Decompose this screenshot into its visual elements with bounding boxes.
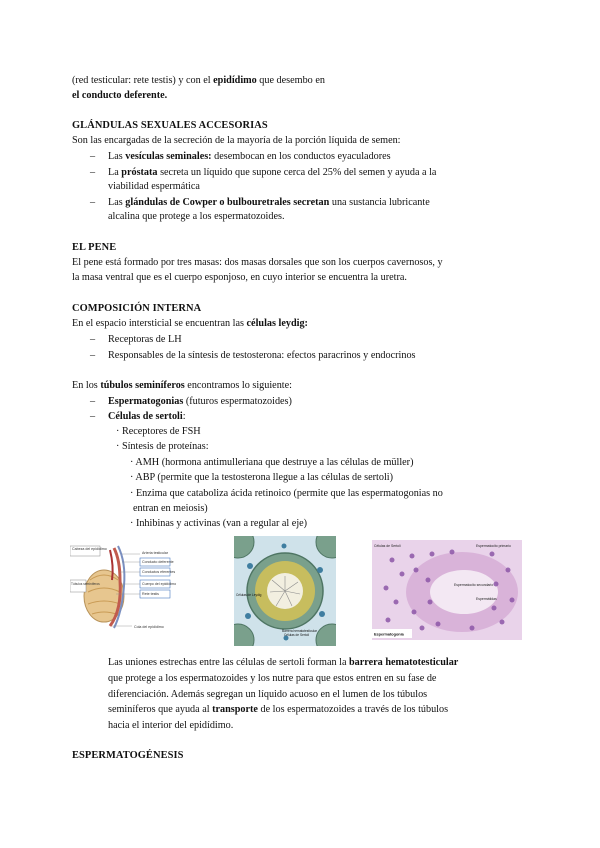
sertoli-subsub-3: · Enzima que cataboliza ácida retinoico (permite que las espermatogonias no xyxy=(130,488,443,499)
testis-anatomy-figure xyxy=(70,540,196,632)
barrera-line-3: diferenciación. Además segregan un líquido acuoso en el lumen de los túbulos xyxy=(108,689,428,700)
glandulas-item-3: Las glándulas de Cowper o bulbouretrales secretan una sustancia lubricante xyxy=(108,197,430,208)
bullet-dash: – xyxy=(90,396,96,407)
glandulas-item-2-cont: viabilidad espermática xyxy=(108,181,200,192)
histology-micrograph xyxy=(372,540,522,640)
pene-line-1: El pene está formado por tres masas: dos masas dorsales que son los cuerpos cavernosos, y xyxy=(72,257,443,268)
fig2-label-sertoli: Células de Sertoli xyxy=(284,633,309,637)
sertoli-subsub-3-cont: entran en meiosis) xyxy=(133,503,208,514)
heading-composicion: COMPOSICIÓN INTERNA xyxy=(72,303,202,314)
barrera-line-2: que protege a los espermatozoides y los nutre para que estos entren en su fase de xyxy=(108,673,437,684)
sertoli-sub-2: · Síntesis de proteínas: xyxy=(116,441,209,452)
fig1-label-arteria: Arteria testicular xyxy=(142,551,168,555)
bullet-dash: – xyxy=(90,167,96,178)
fig2-label-leydig: Células de Leydig xyxy=(236,593,262,597)
heading-pene: EL PENE xyxy=(72,242,117,253)
testis-anatomy-illustration xyxy=(70,540,196,632)
fig1-label-deferente: Conducto deferente xyxy=(142,560,174,564)
intro-line-1: (red testicular: rete testis) y con el epidídimo que desembo en xyxy=(72,75,325,86)
heading-glandulas: GLÁNDULAS SEXUALES ACCESORIAS xyxy=(72,120,268,131)
fig3-label-sertoli: Células de Sertoli xyxy=(374,544,401,548)
leydig-item-2: Responsables de la síntesis de testosterona: efectos paracrinos y endocrinos xyxy=(108,350,416,361)
espermatogonias-item: Espermatogonias (futuros espermatozoides) xyxy=(108,396,292,407)
bullet-dash: – xyxy=(90,350,96,361)
fig3-label-espermatogonia: Espermatogonia xyxy=(374,632,404,637)
barrera-line-5: hacia el interior del epidídimo. xyxy=(108,720,234,731)
composicion-intro: En el espacio intersticial se encuentran las células leydig: xyxy=(72,318,308,329)
fig1-label-eferentes: Conductos eferentes xyxy=(142,570,176,574)
fig1-label-cola: Cola del epidídimo xyxy=(134,625,164,629)
sertoli-item: Células de sertoli: xyxy=(108,411,186,422)
glandulas-item-2: La próstata secreta un líquido que supone cerca del 25% del semen y ayuda a la xyxy=(108,167,437,178)
glandulas-intro: Son las encargadas de la secreción de la mayoría de la porción líquida de semen: xyxy=(72,135,401,146)
sertoli-subsub-1: · AMH (hormona antimulleriana que destruye a las células de müller) xyxy=(130,457,414,468)
fig3-label-primario: Espermatocito primario xyxy=(476,544,511,548)
bullet-dash: – xyxy=(90,197,96,208)
fig3-label-secundario: Espermatocito secundario xyxy=(454,583,494,587)
barrera-line-1: Las uniones estrechas entre las células de sertoli forman la barrera hematotesticular xyxy=(108,657,459,668)
histology-illustration xyxy=(372,540,522,640)
fig1-label-tubulos: Túbulos seminíferos xyxy=(71,582,100,586)
fig2-label-barrera: Barrera hematotesticular xyxy=(282,629,317,633)
pene-line-2: la masa ventral que es el cuerpo esponjoso, en cuyo interior se encuentra la uretra. xyxy=(72,272,407,283)
sertoli-subsub-4: · Inhibinas y activinas (van a regular al eje) xyxy=(130,518,308,529)
sertoli-subsub-2: · ABP (permite que la testosterona llegue a las células de sertoli) xyxy=(130,472,393,483)
glandulas-item-1: Las vesículas seminales: desembocan en los conductos eyaculadores xyxy=(108,151,391,162)
fig1-label-rete: Rete testis xyxy=(142,592,159,596)
seminiferous-tubule-diagram xyxy=(234,536,336,646)
glandulas-item-3-cont: alcalina que protege a los espermatozoides. xyxy=(108,211,285,222)
bullet-dash: – xyxy=(90,334,96,345)
barrera-line-4: seminíferos que ayuda al transporte de los espermatozoides a través de los túbulos xyxy=(108,704,449,715)
heading-espermatogenesis: ESPERMATOGÉNESIS xyxy=(72,750,184,761)
fig1-label-cuerpo: Cuerpo del epidídimo xyxy=(142,582,177,586)
bullet-dash: – xyxy=(90,151,96,162)
tubule-diagram-illustration xyxy=(234,536,336,646)
tubulos-intro: En los túbulos seminíferos encontramos lo siguiente: xyxy=(72,380,292,391)
intro-line-2: el conducto deferente. xyxy=(72,90,168,101)
fig1-label-cabeza: Cabeza del epidídimo xyxy=(72,547,107,551)
sertoli-sub-1: · Receptores de FSH xyxy=(116,426,201,437)
leydig-item-1: Receptoras de LH xyxy=(108,334,182,345)
bullet-dash: – xyxy=(90,411,96,422)
fig3-label-espermatidas: Espermátidas xyxy=(476,597,497,601)
